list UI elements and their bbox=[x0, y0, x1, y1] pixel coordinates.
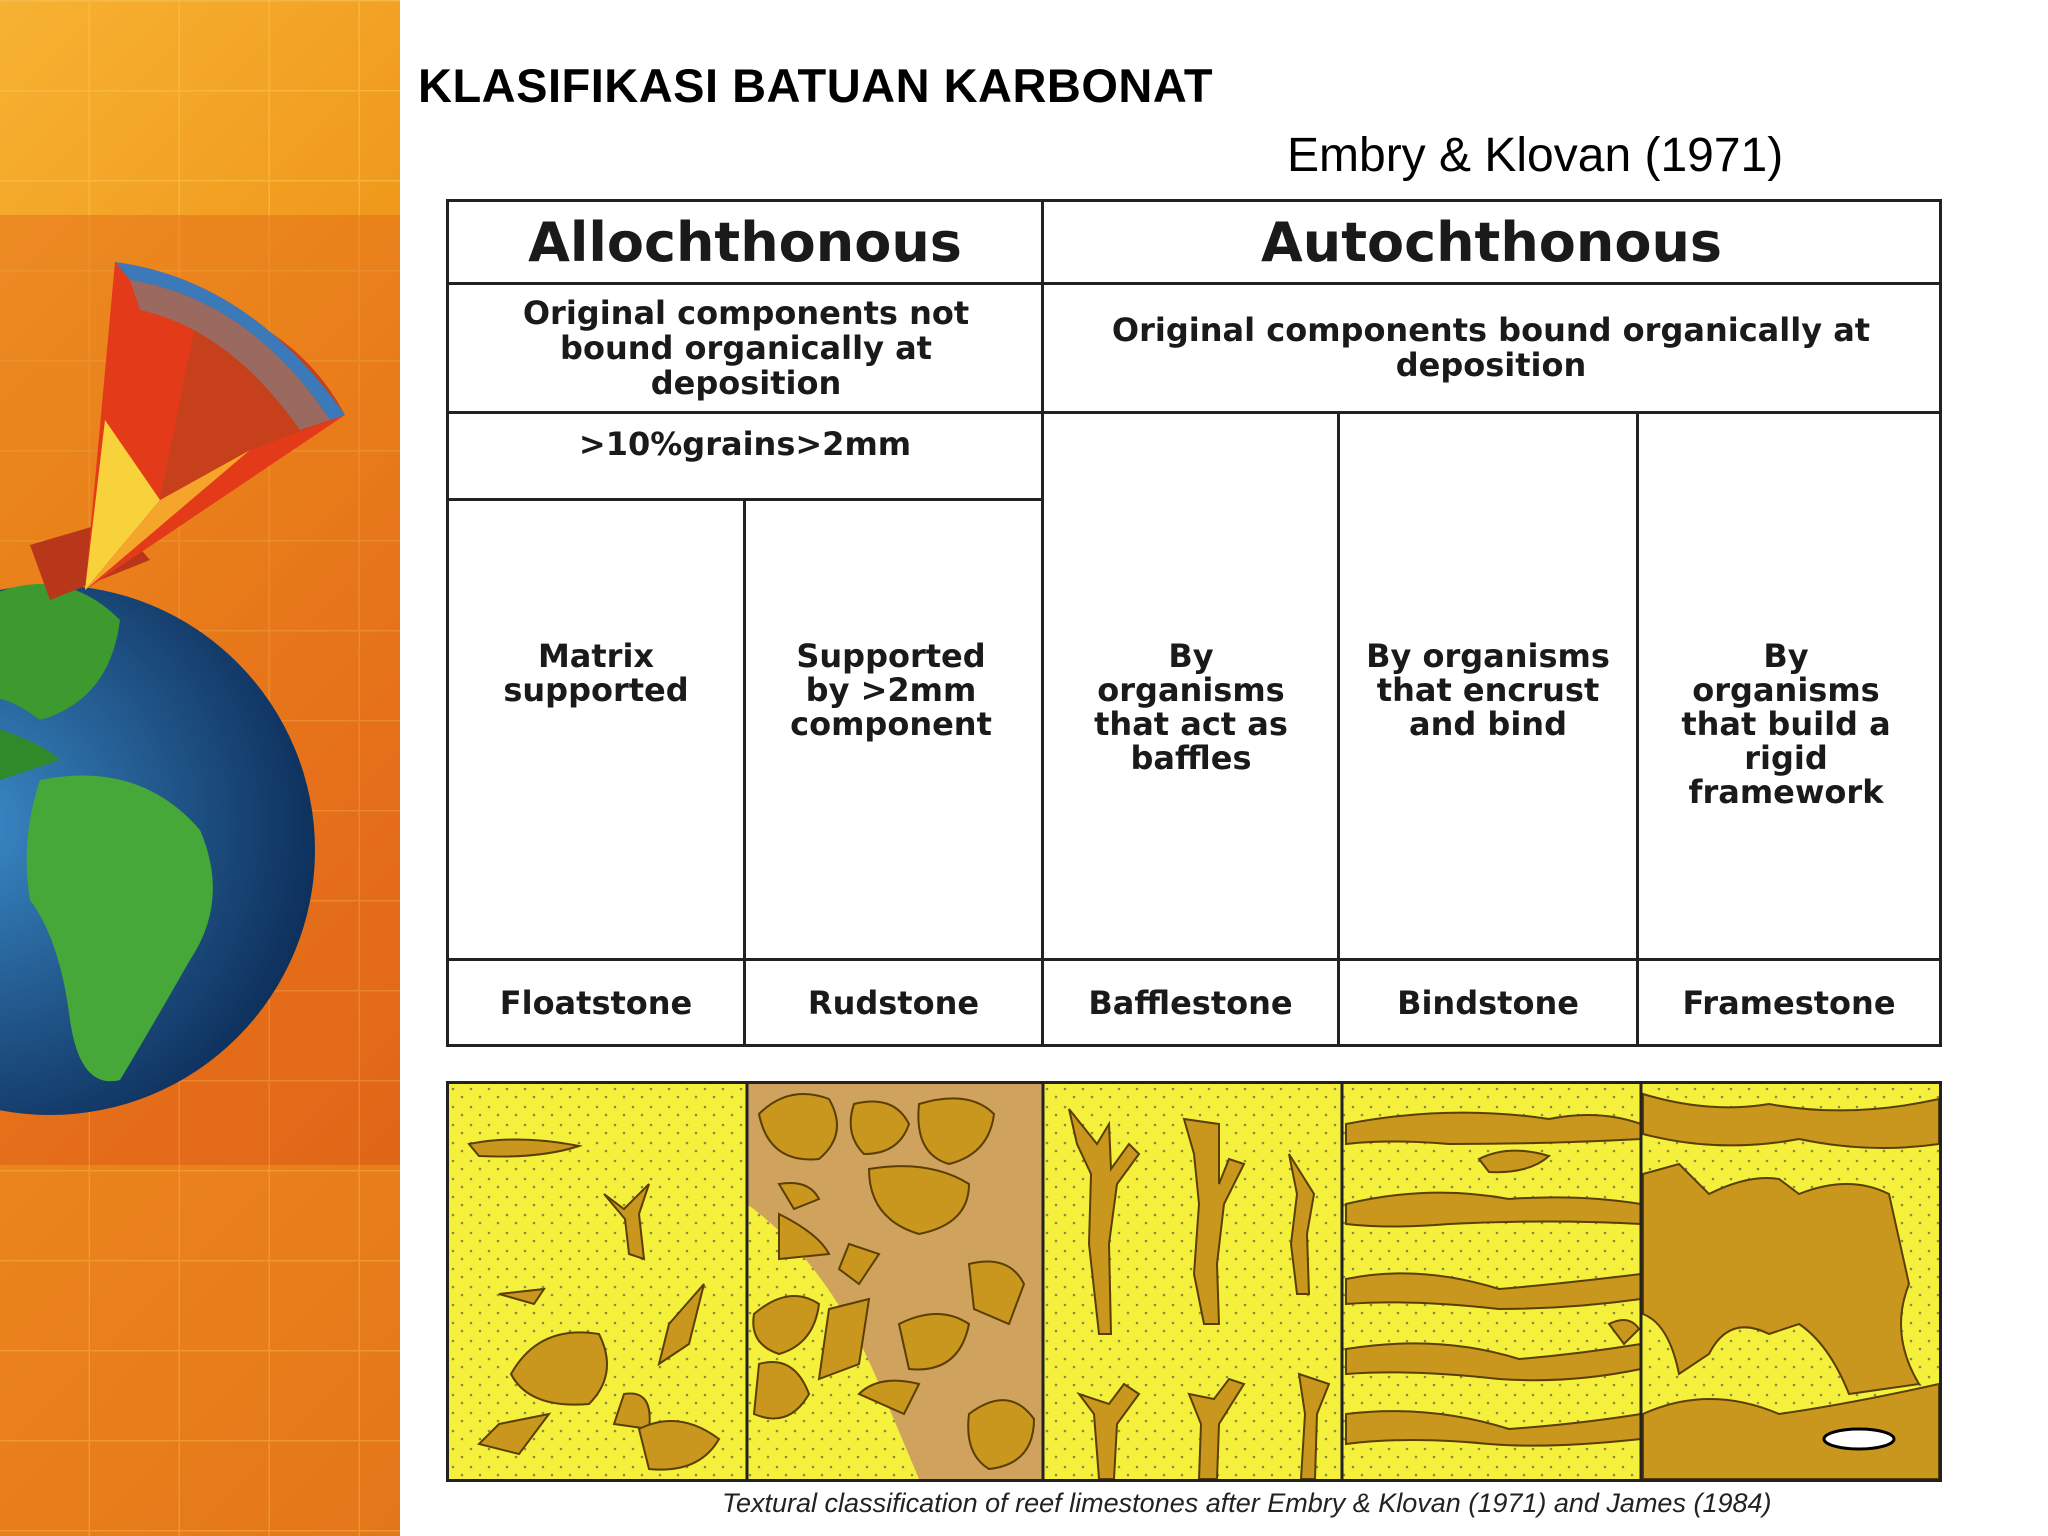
autochthonous-description: Original components bound organically at deposition bbox=[1111, 311, 1871, 384]
criterion-baffles: By organisms that act as baffles bbox=[1094, 637, 1288, 777]
allochthonous-description: Original components not bound organically at deposition bbox=[522, 293, 970, 402]
slide-title: KLASIFIKASI BATUAN KARBONAT bbox=[418, 59, 1214, 112]
grain-size-criterion: >10%grains>2mm bbox=[578, 425, 912, 463]
criterion-component-supported: Supported by >2mm component bbox=[790, 637, 992, 743]
criterion-encrust-bind: By organisms that encrust and bind bbox=[1366, 637, 1610, 743]
rock-name-bafflestone: Bafflestone bbox=[1088, 983, 1293, 1022]
classification-table bbox=[446, 199, 1942, 1047]
rock-name-framestone: Framestone bbox=[1682, 983, 1896, 1022]
figure-caption: Textural classification of reef limestones after Embry & Klovan (1971) and James (1984) bbox=[722, 1488, 1772, 1518]
rock-name-rudstone: Rudstone bbox=[807, 983, 980, 1022]
earth-globe-illustration bbox=[0, 0, 400, 1536]
rock-name-bindstone: Bindstone bbox=[1397, 983, 1579, 1022]
header-allochthonous: Allochthonous bbox=[528, 210, 962, 274]
criterion-rigid-framework: By organisms that build a rigid framework bbox=[1681, 637, 1891, 811]
slide-subtitle: Embry & Klovan (1971) bbox=[1287, 129, 1784, 182]
decorative-side-panel bbox=[0, 0, 400, 1536]
texture-illustrations bbox=[446, 1081, 1942, 1482]
rock-name-floatstone: Floatstone bbox=[499, 983, 693, 1022]
texture-illustrations-svg bbox=[449, 1084, 1939, 1479]
header-autochthonous: Autochthonous bbox=[1260, 210, 1723, 274]
criterion-matrix-supported: Matrix supported bbox=[503, 637, 689, 709]
